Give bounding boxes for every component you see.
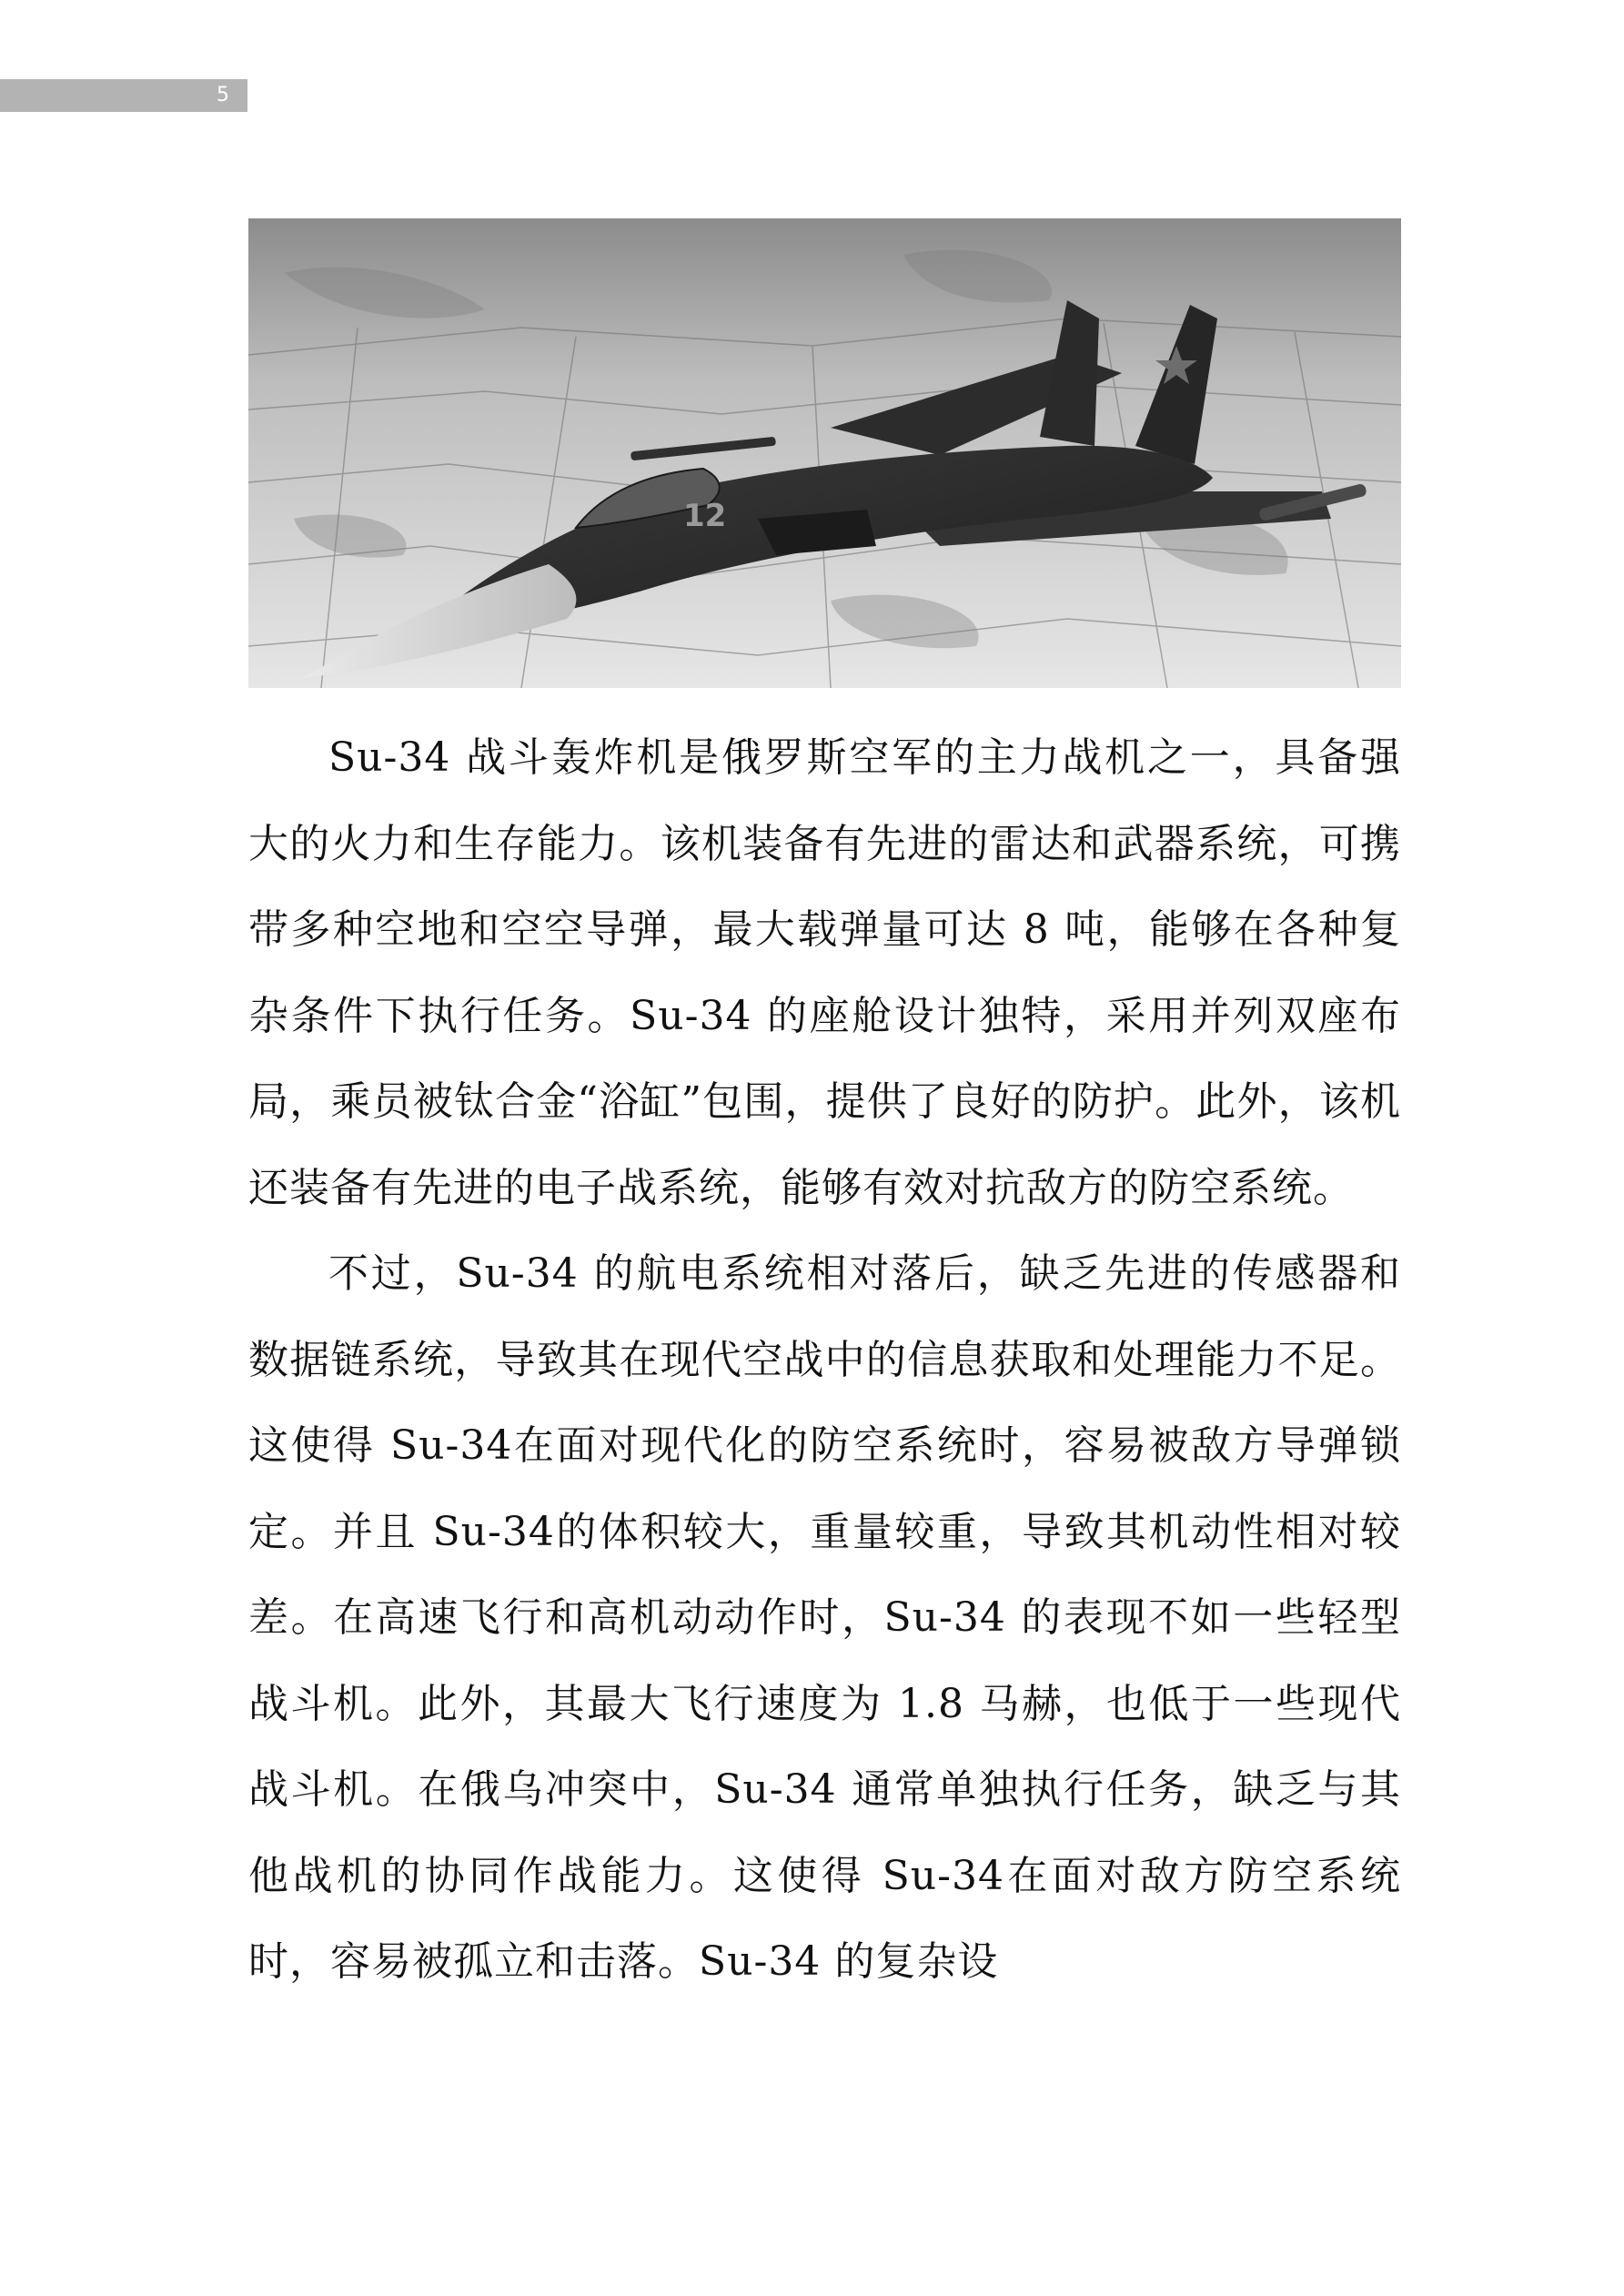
article-body bbox=[248, 715, 1401, 2006]
paragraph-1: Su-34 战斗轰炸机是俄罗斯空军的主力战机之一，具备强大的火力和生存能力。该机装备有先进的雷达和武器系统，可携带多种空地和空空导弹，最大载弹量可达 8 吨，能够在各种复杂条件下执行任务。Su-34 的座舱设计独特，采用并列双座布局，乘员被钛合金“浴缸”包围，提供了良好的防护。此外，该机还装备有先进的电子战系统，能够有效对抗敌方的防空系统。 bbox=[248, 734, 1401, 1211]
aircraft-photo bbox=[248, 218, 1401, 688]
aircraft-photo-svg bbox=[248, 218, 1401, 688]
page-number: 5 bbox=[217, 84, 229, 106]
paragraph-2: 不过，Su-34 的航电系统相对落后，缺乏先进的传感器和数据链系统，导致其在现代空战中的信息获取和处理能力不足。这使得 Su-34在面对现代化的防空系统时，容易被敌方导弹锁定。并且 Su-34的体积较大，重量较重，导致其机动性相对较差。在高速飞行和高机动动作时，Su-34 的表现不如一些轻型战斗机。此外，其最大飞行速度为 1.8 马赫，也低于一些现代战斗机。在俄乌冲突中，Su-34 通常单独执行任务，缺乏与其他战机的协同作战能力。这使得 Su-34在面对敌方防空系统时，容易被孤立和击落。Su-34 的复杂设 bbox=[248, 1250, 1401, 1985]
aircraft-marking: 12 bbox=[683, 498, 727, 534]
page-header-bar bbox=[0, 79, 247, 112]
